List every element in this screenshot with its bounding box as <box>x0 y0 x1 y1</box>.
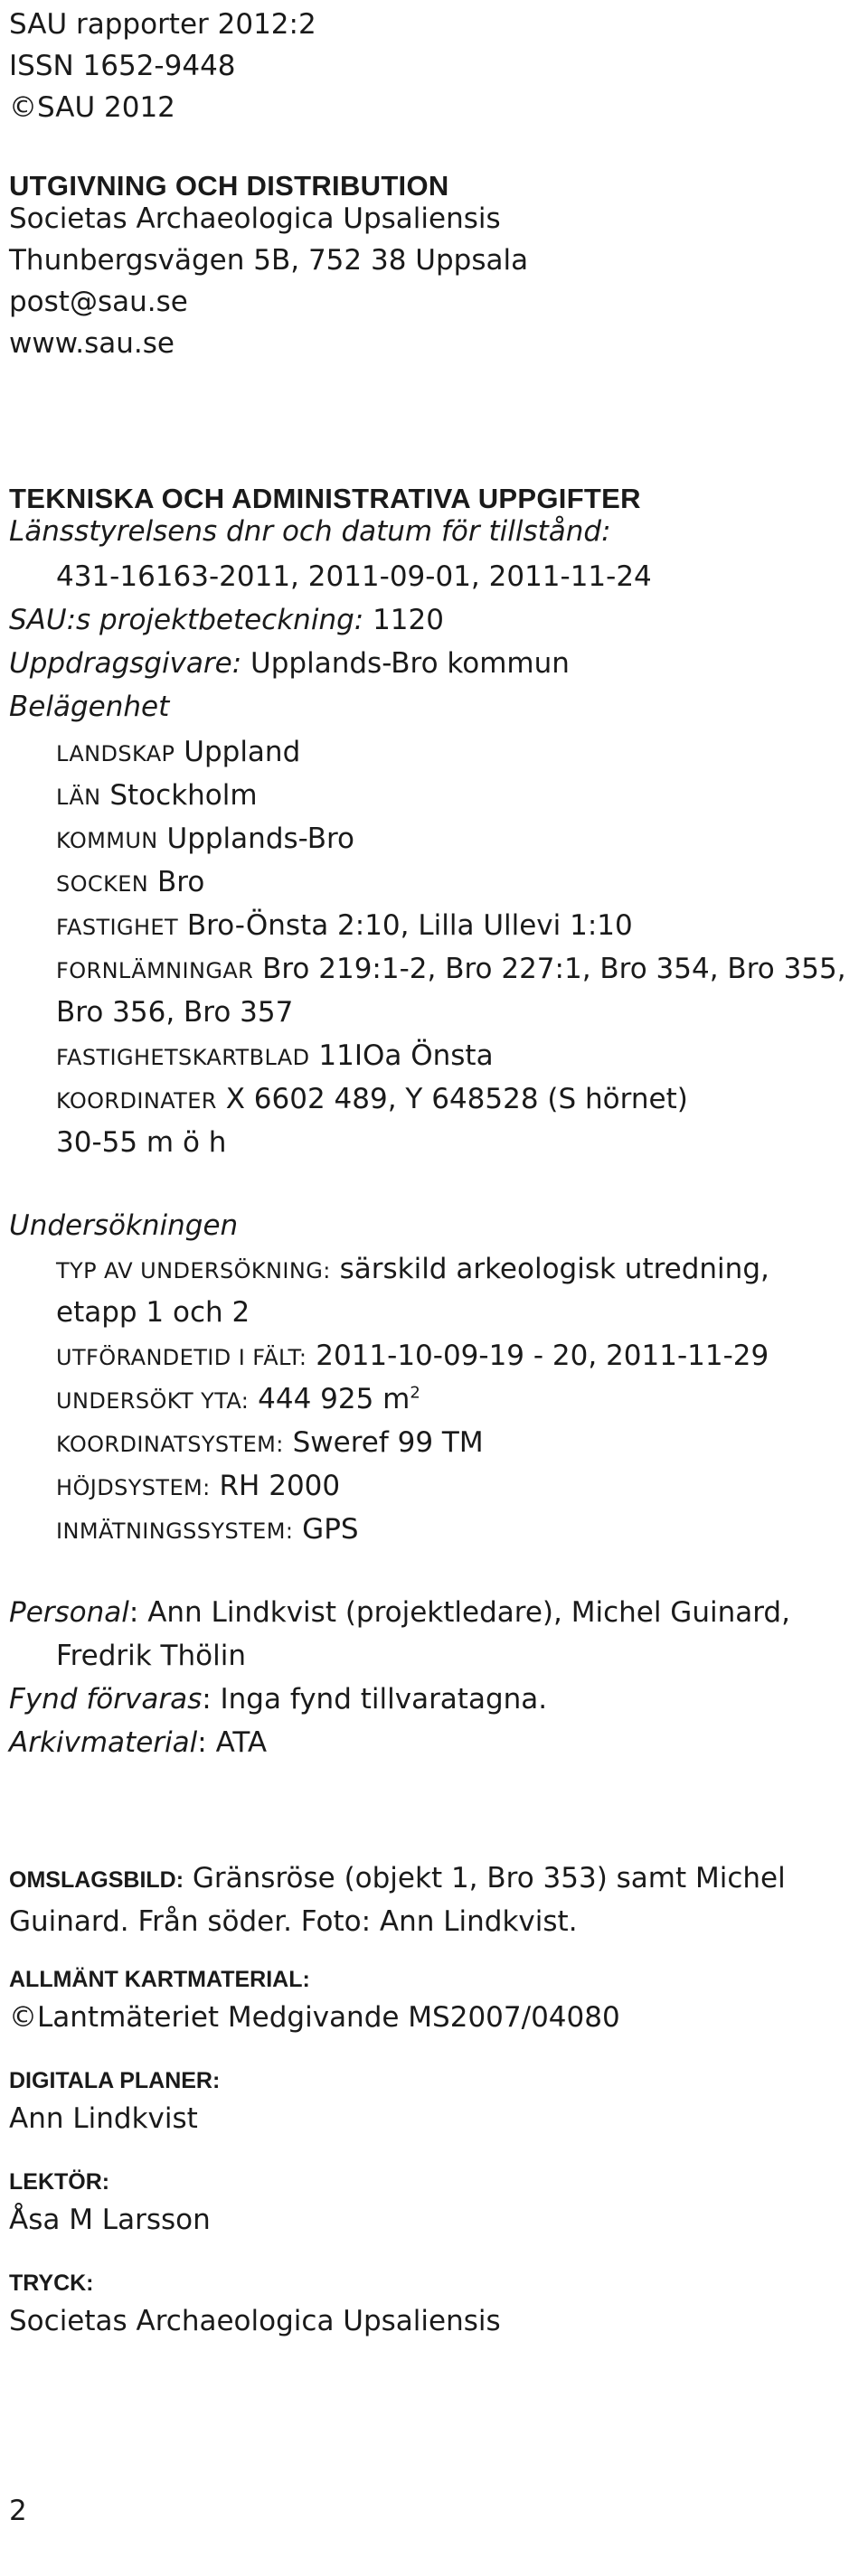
client-line: Uppdragsgivare: Upplands-Bro kommun <box>9 647 570 680</box>
landskap-line: LANDSKAP Uppland <box>56 736 301 768</box>
fornlamningar-line: FORNLÄMNINGAR Bro 219:1-2, Bro 227:1, Bro 354, Bro 355, <box>56 953 846 985</box>
digital-plans-label: DIGITALA PLANER: <box>9 2068 221 2093</box>
technical-heading: TEKNISKA OCH ADMINISTRATIVA UPPGIFTER <box>9 483 641 514</box>
personal-line: Personal: Ann Lindkvist (projektledare), Michel Guinard, <box>9 1596 790 1629</box>
kommun-line: KOMMUN Upplands-Bro <box>56 823 355 855</box>
page-number: 2 <box>9 2495 27 2527</box>
publication-info <box>9 4 316 128</box>
cover-image-line: OMSLAGSBILD: Gränsröse (objekt 1, Bro 353) samt Michel <box>9 1862 786 1894</box>
digital-plans-value: Ann Lindkvist <box>9 2102 198 2135</box>
height-system-line: HÖJDSYSTEM: RH 2000 <box>56 1470 341 1502</box>
survey-heading: Undersökningen <box>9 1209 239 1242</box>
print-value: Societas Archaeologica Upsaliensis <box>9 2305 501 2337</box>
finds-line: Fynd förvaras: Inga fynd tillvaratagna. <box>9 1683 548 1716</box>
distribution-heading: UTGIVNING OCH DISTRIBUTION <box>9 170 449 202</box>
cover-image-line-2: Guinard. Från söder. Foto: Ann Lindkvist. <box>9 1905 578 1938</box>
location-label: Belägenhet <box>9 691 170 723</box>
report-series: SAU rapporter 2012:2 <box>9 8 316 41</box>
area-line: UNDERSÖKT YTA: 444 925 $m^2$ <box>56 1383 420 1415</box>
koordinater-line: KOORDINATER X 6602 489, Y 648528 (S hörnet) <box>56 1083 688 1115</box>
measurement-system-line: INMÄTNINGSSYSTEM: GPS <box>56 1513 359 1546</box>
survey-type-line: TYP AV UNDERSÖKNING: särskild arkeologisk utredning, <box>56 1253 769 1285</box>
print-label: TRYCK: <box>9 2270 94 2296</box>
archive-line: Arkivmaterial: ATA <box>9 1726 268 1759</box>
permit-value: 431-16163-2011, 2011-09-01, 2011-11-24 <box>56 560 652 593</box>
distribution-email[interactable]: post@sau.se <box>9 286 188 318</box>
issn: ISSN 1652-9448 <box>9 50 236 82</box>
map-material-label: ALLMÄNT KARTMATERIAL: <box>9 1967 310 1992</box>
personal-line-2: Fredrik Thölin <box>56 1640 246 1672</box>
project-line: SAU:s projektbeteckning: 1120 <box>9 604 444 636</box>
fornlamningar-line-2: Bro 356, Bro 357 <box>56 996 294 1029</box>
coordinate-system-line: KOORDINATSYSTEM: Sweref 99 TM <box>56 1426 484 1459</box>
height-line: 30-55 m ö h <box>56 1126 227 1159</box>
fastighet-line: FASTIGHET Bro-Önsta 2:10, Lilla Ullevi 1:10 <box>56 909 633 942</box>
distribution-org: Societas Archaeologica Upsaliensis <box>9 202 501 235</box>
survey-type-line-2: etapp 1 och 2 <box>56 1296 250 1329</box>
field-time-line: UTFÖRANDETID I FÄLT: 2011-10-09-19 - 20, 2011-11-29 <box>56 1340 769 1372</box>
map-material-value: ©Lantmäteriet Medgivande MS2007/04080 <box>9 2001 620 2034</box>
distribution-web[interactable]: www.sau.se <box>9 327 175 360</box>
copyright: ©SAU 2012 <box>9 91 175 124</box>
fastighetskartblad-line: FASTIGHETSKARTBLAD 11IOa Önsta <box>56 1039 494 1072</box>
socken-line: SOCKEN Bro <box>56 866 205 898</box>
permit-label: Länsstyrelsens dnr och datum för tillstånd: <box>9 515 611 548</box>
reader-label: LEKTÖR: <box>9 2169 110 2195</box>
lan-line: LÄN Stockholm <box>56 779 258 812</box>
reader-value: Åsa M Larsson <box>9 2204 211 2236</box>
distribution-address: Thunbergsvägen 5B, 752 38 Uppsala <box>9 244 529 277</box>
